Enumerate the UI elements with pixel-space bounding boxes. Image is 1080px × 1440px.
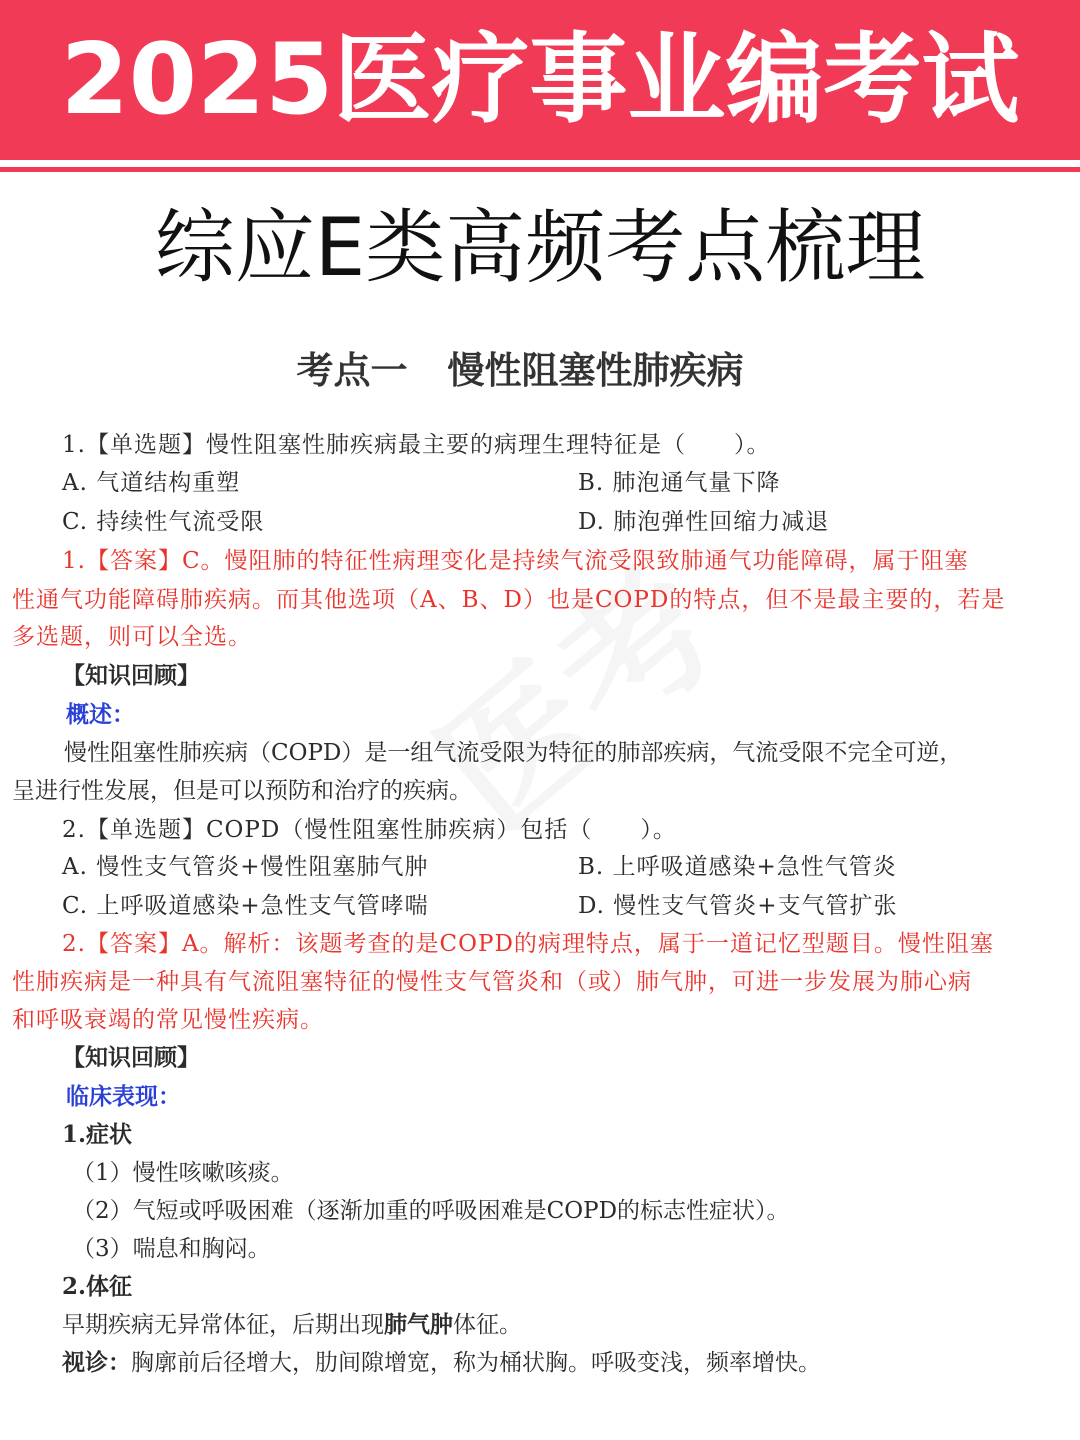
- symptom-1: （1）慢性咳嗽咳痰。: [72, 1160, 294, 1186]
- q1-answer-line-1: 1.【答案】C。慢阻肺的特征性病理变化是持续气流受限致肺通气功能障碍，属于阻塞: [62, 548, 969, 574]
- q1-answer-line-3: 多选题，则可以全选。: [12, 624, 252, 650]
- q2-option-b: B. 上呼吸道感染+急性气管炎: [578, 854, 897, 880]
- q1-answer-line-2: 性通气功能障碍肺疾病。而其他选项（A、B、D）也是COPD的特点，但不是最主要的，若是: [12, 587, 1006, 613]
- q2-option-a: A. 慢性支气管炎+慢性阻塞肺气肿: [62, 854, 429, 880]
- q1-overview-line-2: 呈进行性发展，但是可以预防和治疗的疾病。: [12, 778, 472, 804]
- q1-option-a: A. 气道结构重塑: [62, 470, 241, 496]
- q2-clinical-label: 临床表现：: [66, 1083, 181, 1110]
- signs-heading: 2.体征: [62, 1273, 133, 1300]
- section-heading: [0, 346, 1040, 396]
- signs-text: [62, 1310, 522, 1340]
- inspection-text: [62, 1348, 821, 1378]
- q2-review-label: 【知识回顾】: [62, 1044, 200, 1071]
- subtitle: 综应E类高频考点梳理: [154, 201, 926, 294]
- q2-option-c: C. 上呼吸道感染+急性支气管哮喘: [62, 893, 429, 919]
- q1-option-c: C. 持续性气流受限: [62, 509, 265, 535]
- symptoms-heading: 1.症状: [62, 1121, 133, 1148]
- section-topic: 慢性阻塞性肺疾病: [447, 349, 744, 392]
- q2-answer-line-1: 2.【答案】A。解析：该题考查的是COPD的病理特点，属于一道记忆型题目。慢性阻塞: [62, 931, 994, 957]
- signs-text-post: 体征。: [453, 1312, 522, 1338]
- symptom-3: （3）喘息和胸闷。: [72, 1236, 271, 1262]
- q2-option-d: D. 慢性支气管炎+支气管扩张: [578, 893, 898, 919]
- banner-title: 2025医疗事业编考试: [60, 23, 1020, 137]
- inspection-body: 胸廓前后径增大，肋间隙增宽，称为桶状胸。呼吸变浅，频率增快。: [131, 1350, 821, 1376]
- q1-overview-label: 概述：: [66, 701, 135, 728]
- symptom-2: （2）气短或呼吸困难（逐渐加重的呼吸困难是COPD的标志性症状）。: [72, 1198, 790, 1224]
- q1-stem: 1.【单选题】慢性阻塞性肺疾病最主要的病理生理特征是（ ）。: [62, 432, 771, 458]
- q1-option-b: B. 肺泡通气量下降: [578, 470, 781, 496]
- q2-answer-line-2: 性肺疾病是一种具有气流阻塞特征的慢性支气管炎和（或）肺气肿，可进一步发展为肺心病: [12, 969, 972, 995]
- section-label: 考点一: [296, 349, 408, 392]
- banner-rule: [0, 167, 1080, 172]
- q2-answer-line-3: 和呼吸衰竭的常见慢性疾病。: [12, 1007, 324, 1033]
- q1-overview-line-1: 慢性阻塞性肺疾病（COPD）是一组气流受限为特征的肺部疾病，气流受限不完全可逆，: [64, 740, 963, 766]
- signs-text-pre: 早期疾病无异常体征，后期出现: [62, 1312, 384, 1338]
- signs-text-emphasis: 肺气肿: [384, 1311, 453, 1338]
- q1-review-label: 【知识回顾】: [62, 662, 200, 689]
- q1-option-d: D. 肺泡弹性回缩力减退: [578, 509, 830, 535]
- q2-stem: 2.【单选题】COPD（慢性阻塞性肺疾病）包括（ ）。: [62, 817, 677, 843]
- inspection-label: 视诊：: [62, 1349, 131, 1376]
